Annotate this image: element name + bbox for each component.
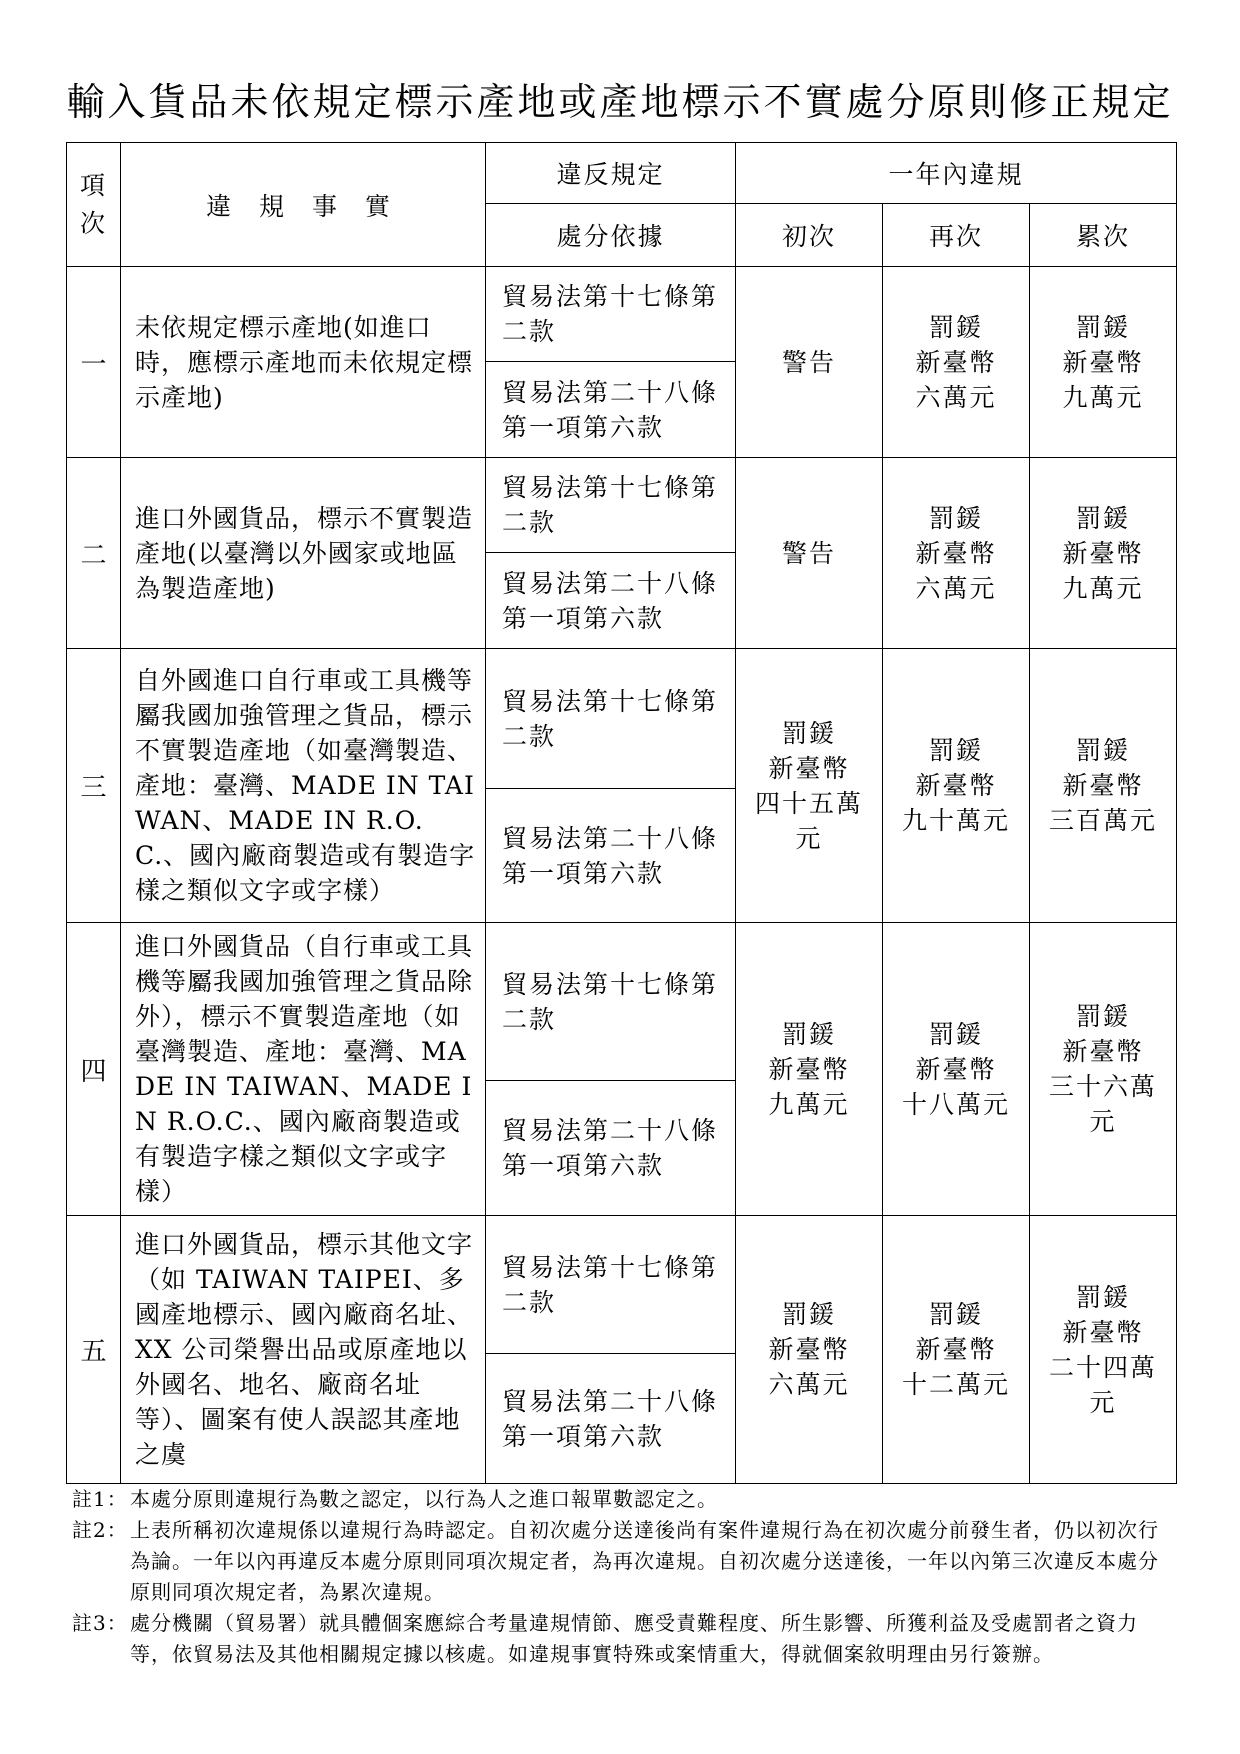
row-violation-fact: 進口外國貨品，標示其他文字（如 TAIWAN TAIPEI、多國產地標示、國內廠商名址、XX 公司榮譽出品或原產地以外國名、地名、廠商名址等）、圖案有使人誤認其產地之虞 xyxy=(121,1216,486,1484)
row-violation-fact: 進口外國貨品（自行車或工具機等屬我國加強管理之貨品除外），標示不實製造產地（如臺灣製造、產地：臺灣、MADE IN TAIWAN、MADE IN R.O.C.、國內廠商製造或有製造字樣之類似文字或字樣） xyxy=(121,923,486,1216)
header-first: 初次 xyxy=(736,204,883,267)
row-basis-article-17: 貿易法第十七條第二款 xyxy=(486,267,736,362)
header-violated-rule: 違反規定 xyxy=(486,143,736,204)
header-within-year: 一年內違規 xyxy=(736,143,1177,204)
row-penalty-first: 警告 xyxy=(736,267,883,458)
header-item-no xyxy=(67,143,121,267)
row-basis-article-17: 貿易法第十七條第二款 xyxy=(486,923,736,1081)
row-number: 二 xyxy=(67,458,121,649)
row-penalty-first: 罰鍰 新臺幣 九萬元 xyxy=(736,923,883,1216)
note-label: 註2： xyxy=(72,1518,128,1542)
row-penalty-cumulative: 罰鍰 新臺幣 三百萬元 xyxy=(1030,649,1177,923)
row-number: 五 xyxy=(67,1216,121,1484)
note-item xyxy=(72,1608,1172,1670)
row-basis-article-28: 貿易法第二十八條第一項第六款 xyxy=(486,1081,736,1216)
note-label: 註1： xyxy=(72,1487,128,1511)
row-basis-article-17: 貿易法第十七條第二款 xyxy=(486,1216,736,1354)
header-second: 再次 xyxy=(883,204,1030,267)
table-row xyxy=(67,267,1177,362)
header-cumulative: 累次 xyxy=(1030,204,1177,267)
table-row xyxy=(67,458,1177,553)
row-basis-article-28: 貿易法第二十八條第一項第六款 xyxy=(486,553,736,649)
row-number: 四 xyxy=(67,923,121,1216)
note-label: 註3： xyxy=(72,1611,128,1635)
row-number: 三 xyxy=(67,649,121,923)
note-text: 處分機關（貿易署）就具體個案應綜合考量違規情節、應受責難程度、所生影響、所獲利益及受處罰者之資力等，依貿易法及其他相關規定據以核處。如違規事實特殊或案情重大，得就個案敘明理由另行簽辦。 xyxy=(130,1611,1138,1666)
note-item xyxy=(72,1515,1172,1608)
row-penalty-cumulative: 罰鍰 新臺幣 九萬元 xyxy=(1030,458,1177,649)
row-penalty-cumulative: 罰鍰 新臺幣 三十六萬 元 xyxy=(1030,923,1177,1216)
row-penalty-cumulative: 罰鍰 新臺幣 二十四萬 元 xyxy=(1030,1216,1177,1484)
row-basis-article-17: 貿易法第十七條第二款 xyxy=(486,649,736,789)
document-title: 輸入貨品未依規定標示產地或產地標示不實處分原則修正規定 xyxy=(66,80,1174,124)
table-row xyxy=(67,923,1177,1081)
header-facts: 違 規 事 實 xyxy=(121,143,486,267)
header-item-no-label: 項次 xyxy=(79,170,107,238)
row-penalty-second: 罰鍰 新臺幣 六萬元 xyxy=(883,458,1030,649)
row-penalty-second: 罰鍰 新臺幣 十八萬元 xyxy=(883,923,1030,1216)
row-penalty-first: 罰鍰 新臺幣 四十五萬 元 xyxy=(736,649,883,923)
row-basis-article-28: 貿易法第二十八條第一項第六款 xyxy=(486,1354,736,1484)
header-basis: 處分依據 xyxy=(486,204,736,267)
row-violation-fact: 自外國進口自行車或工具機等屬我國加強管理之貨品，標示不實製造產地（如臺灣製造、產地：臺灣、MADE IN TAIWAN、MADE IN R.O.C.、國內廠商製造或有製造字樣之類似文字或字樣） xyxy=(121,649,486,923)
row-number: 一 xyxy=(67,267,121,458)
note-item xyxy=(72,1484,1172,1515)
table-body xyxy=(67,267,1177,1484)
penalty-table xyxy=(66,142,1177,1484)
row-penalty-second: 罰鍰 新臺幣 十二萬元 xyxy=(883,1216,1030,1484)
row-penalty-second: 罰鍰 新臺幣 六萬元 xyxy=(883,267,1030,458)
table-row xyxy=(67,649,1177,789)
row-violation-fact: 進口外國貨品，標示不實製造產地(以臺灣以外國家或地區為製造產地) xyxy=(121,458,486,649)
row-basis-article-17: 貿易法第十七條第二款 xyxy=(486,458,736,553)
row-basis-article-28: 貿易法第二十八條第一項第六款 xyxy=(486,362,736,458)
notes-section xyxy=(72,1484,1172,1670)
row-penalty-second: 罰鍰 新臺幣 九十萬元 xyxy=(883,649,1030,923)
row-penalty-first: 罰鍰 新臺幣 六萬元 xyxy=(736,1216,883,1484)
table-row xyxy=(67,1216,1177,1354)
row-penalty-cumulative: 罰鍰 新臺幣 九萬元 xyxy=(1030,267,1177,458)
row-penalty-first: 警告 xyxy=(736,458,883,649)
row-violation-fact: 未依規定標示產地(如進口時，應標示產地而未依規定標示產地) xyxy=(121,267,486,458)
note-text: 本處分原則違規行為數之認定，以行為人之進口報單數認定之。 xyxy=(130,1487,718,1511)
row-basis-article-28: 貿易法第二十八條第一項第六款 xyxy=(486,789,736,923)
note-text: 上表所稱初次違規係以違規行為時認定。自初次處分送達後尚有案件違規行為在初次處分前發生者，仍以初次行為論。一年以內再違反本處分原則同項次規定者，為再次違規。自初次處分送達後，一年以內第三次違反本處分原則同項次規定者，為累次違規。 xyxy=(130,1518,1159,1604)
